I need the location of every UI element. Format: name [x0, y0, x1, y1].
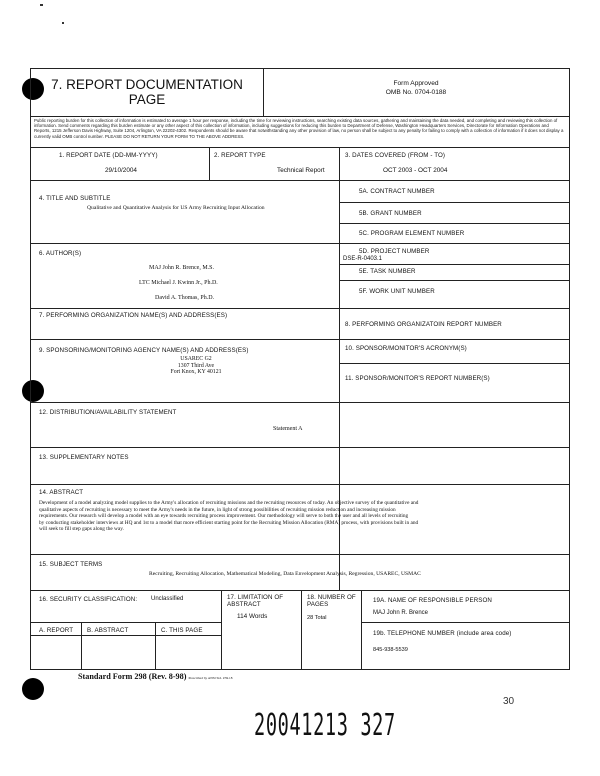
performing-org-label: 7. PERFORMING ORGANIZATION NAME(S) AND ADDRESS(ES) — [39, 312, 228, 319]
subject-terms-label: 15. SUBJECT TERMS — [39, 561, 103, 568]
report-date-label: 1. REPORT DATE (DD-MM-YYYY) — [59, 152, 158, 159]
dates-covered-label: 3. DATES COVERED (FROM - TO) — [345, 152, 446, 159]
telephone-label: 19b. TELEPHONE NUMBER (include area code) — [373, 630, 512, 637]
responsible-person-label: 19A. NAME OF RESPONSIBLE PERSON — [373, 597, 492, 604]
abstract-line: Development of a model analyzing model supplies to the Army's allocation of recruiting missions and the recruiting resources of today. An objective survey of the quantitative and — [39, 500, 419, 506]
security-classification-value: Unclassified — [151, 596, 184, 602]
title-value: Qualitative and Quantitative Analysis for US Army Recruiting Input Allocation — [87, 205, 265, 211]
sponsor-line-3: Fort Knox, KY 40121 — [170, 369, 222, 376]
abstract-text — [39, 500, 565, 533]
work-unit-number-label: 5F. WORK UNIT NUMBER — [359, 288, 435, 295]
sponsor-report-number-label: 11. SPONSOR/MONITOR'S REPORT NUMBER(S) — [345, 375, 490, 382]
sponsor-line-1: USAREC G2 — [180, 356, 212, 362]
page-number: 30 — [503, 696, 515, 707]
title-label: 4. TITLE AND SUBTITLE — [39, 195, 111, 202]
omb-number: OMB No. 0704-0188 — [385, 89, 447, 96]
report-documentation-form — [30, 68, 570, 670]
number-of-pages-label: 18. NUMBER OF PAGES — [307, 594, 356, 608]
distribution-value: Statement A — [273, 426, 303, 432]
authors-label: 6. AUTHOR(S) — [39, 250, 82, 257]
abstract-column-label: B. ABSTRACT — [87, 627, 129, 634]
contract-number-label: 5A. CONTRACT NUMBER — [359, 188, 435, 195]
performing-report-number-label: 8. PERFORMING ORGANIZATOIN REPORT NUMBER — [345, 321, 502, 328]
scan-speck — [40, 4, 43, 6]
scan-speck — [62, 22, 64, 24]
burden-statement: Public reporting burden for this collection of information is estimated to average 1 hour per response, including the time for reviewing instructions, searching existing data sources, gathering and maintaining the data needed, and completing and reviewing this collection of information. Send comments regarding this burden estimate or any other aspect of this collection of information, including suggestions for reducing this burden to Department of Defense, Washington Headquarters Services, Directorate for Information Operations and Reports, 1215 Jefferson Davis Highway, Suite 1204, Arlington, VA 22202-4302. Respondents should be aware that notwithstanding any other provision of law, no person shall be subject to any penalty for failing to comply with a collection of information if it does not display a currently valid OMB control number. PLEASE DO NOT RETURN YOUR FORM TO THE ABOVE ADDRESS. — [34, 118, 564, 139]
author-3: David A. Thomas, Ph.D. — [155, 295, 215, 301]
sponsor-acronym-label: 10. SPONSOR/MONITOR'S ACRONYM(S) — [345, 345, 467, 352]
report-type-label: 2. REPORT TYPE — [214, 152, 266, 159]
this-page-column-label: C. THIS PAGE — [161, 627, 203, 634]
task-number-label: 5E. TASK NUMBER — [359, 268, 416, 275]
standard-form-text: Standard Form 298 (Rev. 8-98) — [78, 672, 187, 681]
author-1: MAJ John R. Brence, M.S. — [149, 265, 215, 271]
abstract-line: qualitative aspects of recruiting is necessary to meet the Army's needs in the future, in light of strong possibilities of recruiting mission reduction and increasing mission — [39, 506, 396, 513]
number-of-pages-value: 28 Total — [307, 615, 327, 621]
sponsor-line-2: 1307 Third Ave — [177, 362, 215, 369]
prescribed-text: Prescribed by ANSI Std. Z39.18 — [188, 676, 233, 680]
project-number-value: DSE-R-0403.1 — [343, 256, 383, 262]
project-number-label: 5D. PROJECT NUMBER — [359, 248, 430, 255]
sponsoring-agency-label: 9. SPONSORING/MONITORING AGENCY NAME(S) AND ADDRESS(ES) — [39, 347, 249, 354]
form-approved-text: Form Approved — [393, 80, 439, 87]
limitation-of-abstract-label: 17. LIMITATION OF ABSTRACT — [227, 594, 284, 608]
grant-number-label: 5B. GRANT NUMBER — [359, 210, 422, 217]
report-type-value: Technical Report — [277, 167, 325, 174]
limitation-of-abstract-value: 114 Words — [237, 613, 268, 620]
standard-form-caption — [78, 672, 232, 681]
telephone-value: 845-938-5539 — [373, 647, 408, 653]
dates-covered-value: OCT 2003 - OCT 2004 — [383, 167, 448, 174]
report-column-label: A. REPORT — [39, 627, 74, 634]
form-title-line2: PAGE — [128, 92, 166, 107]
security-classification-label: 16. SECURITY CLASSIFICATION: — [39, 596, 138, 603]
report-date-value: 29/10/2004 — [105, 167, 137, 174]
abstract-label: 14. ABSTRACT — [39, 489, 84, 496]
abstract-line: will seek to fill step gaps along the way. — [39, 526, 124, 533]
abstract-line: by conducting stakeholder interviews at HQ and 1st to a model that more efficient starting point for the Recruiting Mission Allocation (RMA) process, with provisions built in and — [39, 519, 419, 526]
form-title-line1: 7. REPORT DOCUMENTATION — [51, 77, 243, 92]
program-element-label: 5C. PROGRAM ELEMENT NUMBER — [359, 230, 465, 237]
distribution-label: 12. DISTRIBUTION/AVAILABILITY STATEMENT — [39, 409, 177, 416]
subject-terms-value: Recruiting, Recruiting Allocation, Mathematical Modeling, Data Envelopment Analysis, Regression, USAREC, USMAC — [149, 571, 421, 577]
sponsor-address — [121, 356, 271, 376]
abstract-line: requirements. Our research will develop a model with an eye towards recruiting process improvement. Our methodology will serve to both the user and all levels of recruiting — [39, 513, 409, 520]
omb-block — [271, 79, 561, 97]
responsible-person-value: MAJ John R. Brence — [373, 610, 429, 616]
form-title — [31, 77, 263, 107]
supplementary-notes-label: 13. SUPPLEMENTARY NOTES — [39, 454, 129, 461]
author-2: LTC Michael J. Kwinn Jr., Ph.D. — [139, 280, 218, 286]
accession-number: 20041213 327 — [254, 708, 396, 743]
punch-hole-bottom — [22, 678, 44, 700]
